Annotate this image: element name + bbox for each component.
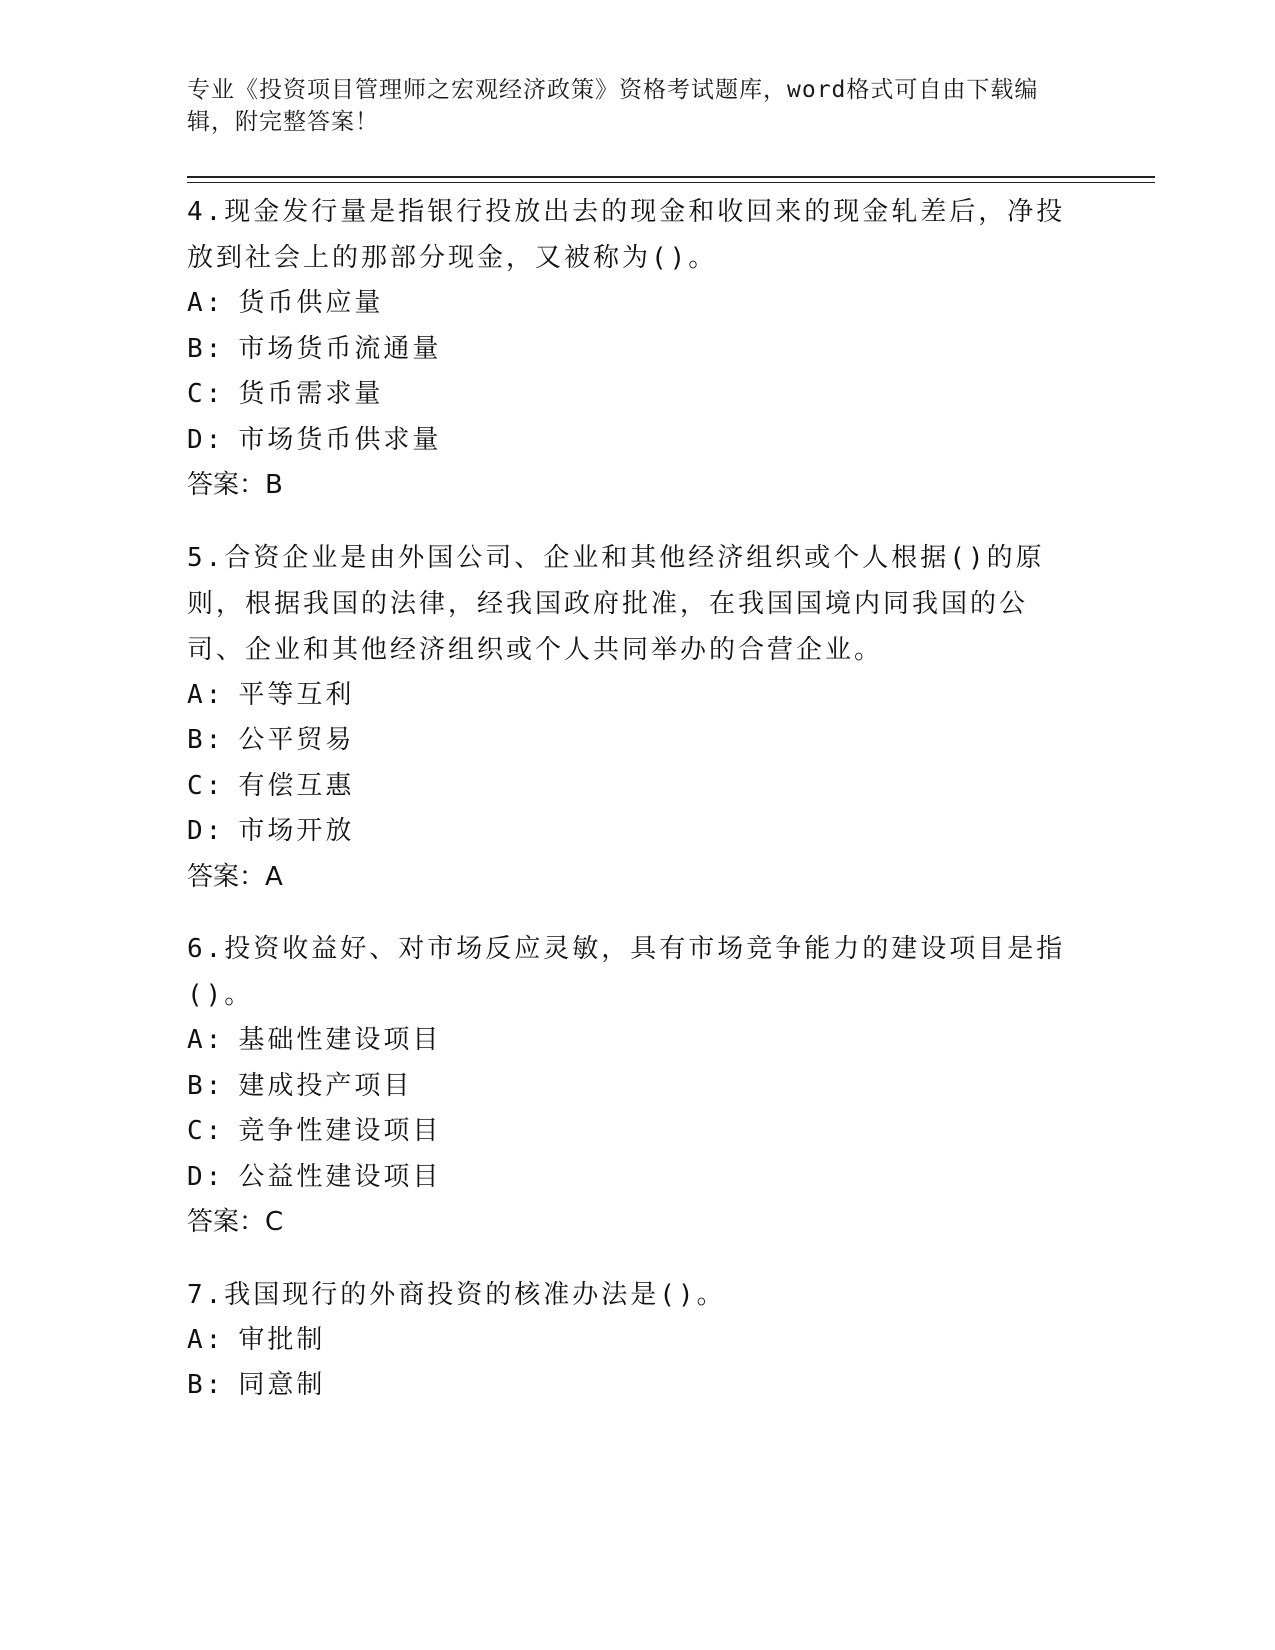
answer: 答案：C (187, 1207, 284, 1237)
header-rule-thin (187, 182, 1155, 183)
question-list (187, 189, 1067, 1435)
header-rule-thick (187, 176, 1155, 178)
option-b (187, 1064, 1067, 1110)
option-text: 有偿互惠 (238, 770, 355, 801)
option-label: B: (187, 1370, 225, 1400)
option-label: C: (187, 1116, 225, 1146)
option-b (187, 718, 1067, 764)
option-text: 市场货币供求量 (238, 424, 442, 455)
answer: 答案：B (187, 470, 283, 500)
option-label: C: (187, 379, 225, 409)
answer: 答案：A (187, 861, 283, 892)
option-text: 建成投产项目 (238, 1070, 413, 1101)
option-a (187, 1318, 1067, 1364)
option-text: 货币需求量 (238, 379, 384, 409)
option-label: A: (187, 1324, 225, 1355)
question-text: 4.现金发行量是指银行投放出去的现金和收回来的现金轧差后，净投放到社会上的那部分现金，又被称为()。 (187, 197, 1066, 273)
option-c (187, 1109, 1067, 1155)
question-7 (187, 1272, 1067, 1409)
option-text: 同意制 (238, 1370, 326, 1400)
option-d (187, 418, 1067, 464)
option-label: A: (187, 679, 225, 710)
question-5 (187, 535, 1067, 901)
option-text: 货币供应量 (238, 288, 384, 318)
option-text: 基础性建设项目 (238, 1025, 442, 1055)
option-text: 市场开放 (238, 816, 355, 846)
question-text: 7.我国现行的外商投资的核准办法是()。 (187, 1279, 726, 1310)
option-label: D: (187, 424, 225, 455)
option-c (187, 764, 1067, 810)
option-label: A: (187, 288, 225, 318)
question-6 (187, 926, 1067, 1246)
option-label: B: (187, 333, 225, 364)
option-a (187, 281, 1067, 327)
option-text: 平等互利 (238, 679, 355, 710)
option-d (187, 809, 1067, 855)
document-header: 专业《投资项目管理师之宏观经济政策》资格考试题库，word格式可自由下载编辑，附完整答案！ (187, 77, 1039, 135)
option-text: 审批制 (238, 1324, 326, 1355)
question-text: 6.投资收益好、对市场反应灵敏，具有市场竞争能力的建设项目是指()。 (187, 934, 1066, 1010)
question-text: 5.合资企业是由外国公司、企业和其他经济组织或个人根据()的原则，根据我国的法律，经我国政府批准，在我国国境内同我国的公司、企业和其他经济组织或个人共同举办的合营企业。 (187, 542, 1045, 665)
option-b (187, 1363, 1067, 1409)
option-a (187, 673, 1067, 719)
option-label: A: (187, 1025, 225, 1055)
option-c (187, 372, 1067, 418)
option-text: 公益性建设项目 (238, 1161, 442, 1192)
option-b (187, 327, 1067, 373)
option-label: B: (187, 725, 225, 755)
option-label: D: (187, 1161, 225, 1192)
option-text: 竞争性建设项目 (238, 1116, 442, 1146)
option-d (187, 1155, 1067, 1201)
option-text: 市场货币流通量 (238, 333, 442, 364)
question-4 (187, 189, 1067, 509)
option-label: C: (187, 770, 225, 801)
option-text: 公平贸易 (238, 725, 355, 755)
option-a (187, 1018, 1067, 1064)
option-label: D: (187, 816, 225, 846)
option-label: B: (187, 1070, 225, 1101)
